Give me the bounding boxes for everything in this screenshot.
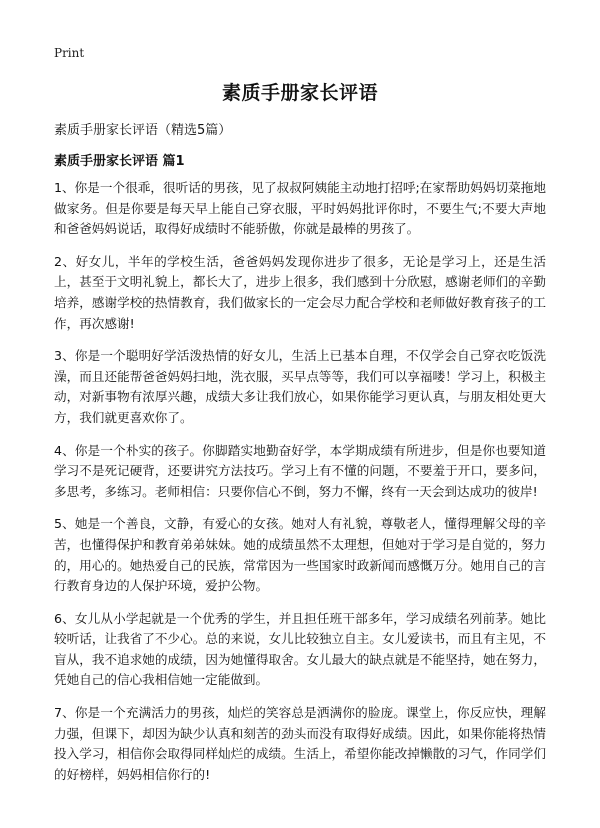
paragraph-5: 5、她是一个善良，文静，有爱心的女孩。她对人有礼貌，尊敬老人，懂得理解父母的辛苦，也懂得保护和教育弟弟妹妹。她的成绩虽然不太理想，但她对于学习是自觉的，努力的，用心的。她热爱自己的民族，常常因为一些国家时政新闻而感慨万分。她用自己的言行教育身边的人保护环境，爱护公物。: [54, 516, 546, 594]
article-body: [54, 178, 546, 797]
document-title: 素质手册家长评语: [221, 82, 378, 104]
print-link[interactable]: Print: [54, 46, 85, 60]
paragraph-1: 1、你是一个很乖，很听话的男孩，见了叔叔阿姨能主动地打招呼;在家帮助妈妈切菜拖地做家务。但是你要是每天早上能自己穿衣服，平时妈妈批评你时，不要生气;不要大声地和爸爸妈妈说话，取得好成绩时不能骄傲，你就是最棒的男孩了。: [54, 180, 546, 237]
section-heading: 素质手册家长评语 篇1: [54, 154, 185, 169]
paragraph-4: 4、你是一个朴实的孩子。你脚踏实地勤奋好学，本学期成绩有所进步，但是你也要知道学习不是死记硬背，还要讲究方法技巧。学习上有不懂的问题，不要羞于开口，要多问，多思考，多练习。老师相信：只要你信心不倒，努力不懈，终有一天会到达成功的彼岸!: [54, 442, 546, 499]
paragraph-6: 6、女儿从小学起就是一个优秀的学生，并且担任班干部多年，学习成绩名列前茅。她比较听话，让我省了不少心。总的来说，女儿比较独立自主。女儿爱读书，而且有主见，不盲从，我不追求她的成绩，因为她懂得取舍。女儿最大的缺点就是不能坚持，她在努力，凭她自己的信心我相信她一定能做到。: [54, 610, 546, 688]
paragraph-2: 2、好女儿，半年的学校生活，爸爸妈妈发现你进步了很多，无论是学习上，还是生活上，甚至于文明礼貌上，都长大了，进步上很多，我们感到十分欣慰，感谢老师们的辛勤培养，感谢学校的热情教育，我们做家长的一定会尽力配合学校和老师做好教育孩子的工作，再次感谢!: [54, 253, 546, 331]
paragraph-3: 3、你是一个聪明好学活泼热情的好女儿，生活上已基本自理，不仅学会自己穿衣吃饭洗澡，而且还能帮爸爸妈妈扫地，洗衣服，买早点等等，我们可以享福喽！学习上，积极主动，对新事物有浓厚兴趣，成绩大多让我们放心，如果你能学习更认真，与朋友相处更大方，我们就更喜欢你了。: [54, 348, 546, 425]
document-subtitle: 素质手册家长评语（精选5篇）: [54, 123, 232, 138]
paragraph-7: 7、你是一个充满活力的男孩，灿烂的笑容总是洒满你的脸庞。课堂上，你反应快，理解力强，但课下，却因为缺少认真和刻苦的劲头而没有取得好成绩。因此，如果你能将热情投入学习，相信你会取得同样灿烂的成绩。生活上，希望你能改掉懒散的习气，作同学们的好榜样，妈妈相信你行的!: [54, 705, 546, 782]
